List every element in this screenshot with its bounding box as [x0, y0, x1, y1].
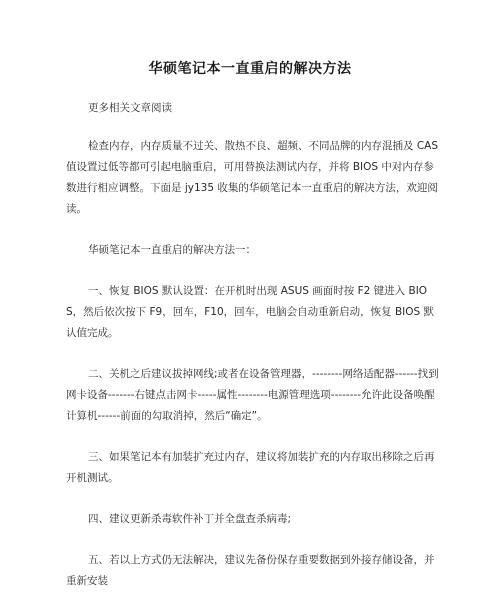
- page-title: 华硕笔记本一直重启的解决方法: [148, 61, 352, 77]
- related-articles-link[interactable]: 更多相关文章阅读: [88, 102, 172, 114]
- intro-paragraph: 检查内存，内存质量不过关、散热不良、超频、不同品牌的内存混插及 CAS 值设置过低等都可引起电脑重启，可用替换法测试内存，并将 BIOS 中对内存参数进行相应调整。下面是 jy135 收集的华硕笔记本一直重启的解决方法，欢迎阅读。: [66, 140, 439, 215]
- step-1-paragraph: 一、恢复 BIOS 默认设置：在开机时出现 ASUS 画面时按 F2 键进入 BIOS，然后依次按下 F9，回车，F10，回车，电脑会自动重新启动，恢复 BIOS 默认值完成。: [66, 285, 435, 339]
- method-heading: 华硕笔记本一直重启的解决方法一：: [88, 244, 256, 256]
- article-body: [66, 98, 444, 612]
- step-4-paragraph: 四、建议更新杀毒软件补丁并全盘查杀病毒;: [88, 513, 292, 525]
- step-3-paragraph: 三、如果笔记本有加装扩充过内存，建议将加装扩充的内存取出移除之后再开机测试。: [66, 451, 435, 484]
- step-2-paragraph: 二、关机之后建议拔掉网线;或者在设备管理器，--------网络适配器------找到网卡设备-------右键点击网卡-----属性--------电源管理选项--------允许此设备唤醒计算机------前面的勾取消掉，然后“确定”。: [66, 368, 439, 422]
- step-5-paragraph: 五、若以上方式仍无法解决，建议先备份保存重要数据到外接存储设备，并重新安装: [66, 554, 435, 587]
